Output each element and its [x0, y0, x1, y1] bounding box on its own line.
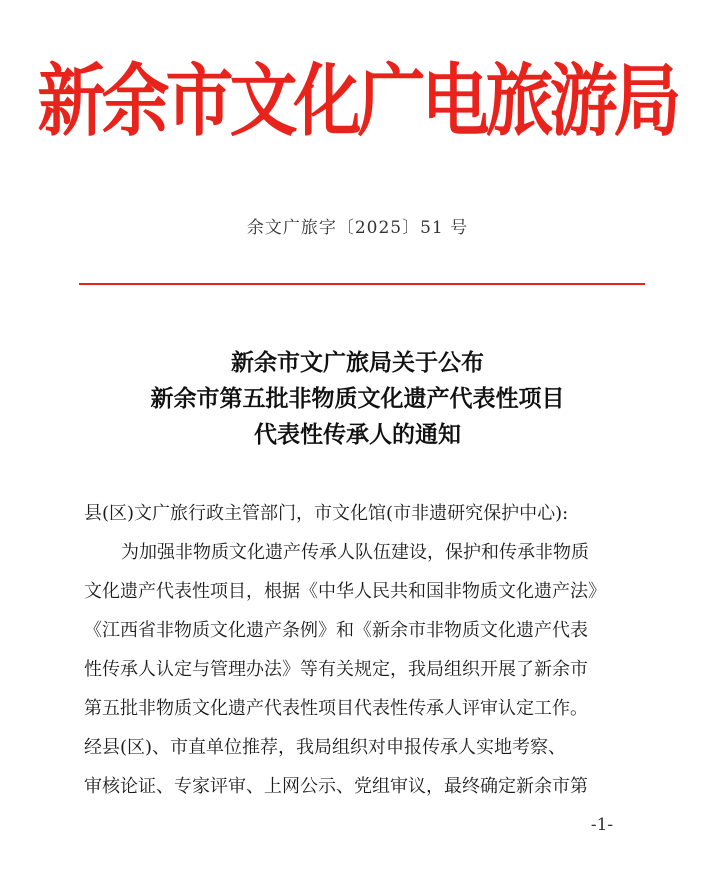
notice-title-line: 新余市第五批非物质文化遗产代表性项目 [150, 385, 565, 412]
body-line: 第五批非物质文化遗产代表性项目代表性传承人评审认定工作。 [84, 698, 588, 719]
notice-body [84, 494, 644, 806]
body-line: 性传承人认定与管理办法》等有关规定，我局组织开展了新余市 [84, 659, 588, 680]
body-line: 经县(区)、市直单位推荐，我局组织对申报传承人实地考察、 [84, 737, 567, 758]
salutation-line: 县(区)文广旅行政主管部门，市文化馆(市非遗研究保护中心): [84, 503, 569, 524]
body-line: 审核论证、专家评审、上网公示、党组审议，最终确定新余市第 [84, 776, 588, 797]
document-number: 余文广旅字〔2025〕51 号 [246, 218, 469, 238]
body-line: 《江西省非物质文化遗产条例》和《新余市非物质文化遗产代表 [84, 620, 588, 641]
masthead-title: 新余市文化广电旅游局 [37, 55, 678, 148]
body-line: 文化遗产代表性项目，根据《中华人民共和国非物质文化遗产法》 [84, 581, 606, 602]
notice-title-line: 新余市文广旅局关于公布 [231, 349, 484, 376]
notice-title-line: 代表性传承人的通知 [254, 421, 461, 448]
notice-title [0, 345, 715, 453]
body-line: 为加强非物质文化遗产传承人队伍建设，保护和传承非物质 [121, 542, 589, 563]
page-number: -1- [590, 815, 614, 835]
red-divider-line [79, 283, 645, 285]
